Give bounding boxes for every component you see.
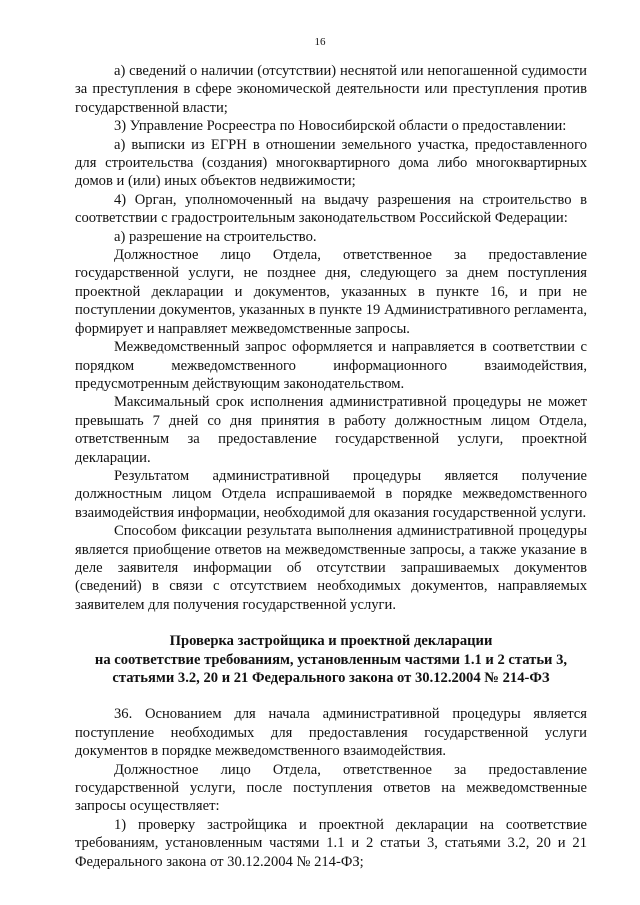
paragraph-permit-authority: 4) Орган, уполномоченный на выдачу разрешения на строительство в соответствии с градостроительным законодательством Российской Федерации:	[75, 191, 587, 227]
paragraph-fixation: Способом фиксации результата выполнения административной процедуры является приобщение ответов на межведомственные запросы, а также указание в деле заявителя информации об отсутствии запрашиваемых документов (сведений) в связи с отсутствием необходимых документов, направляемых заявителем для получения государственной услуги.	[75, 523, 587, 613]
section-heading-line: на соответствие требованиям, установленным частями 1.1 и 2 статьи 3,	[94, 651, 568, 668]
paragraph-conviction-info: а) сведений о наличии (отсутствии) неснятой или непогашенной судимости за преступления в сфере экономической деятельности или преступления против государственной власти;	[75, 63, 587, 116]
paragraph-official-requests: Должностное лицо Отдела, ответственное за предоставление государственной услуги, не позднее дня, следующего за днем поступления проектной декларации и документов, указанных в пункте 16, и при не поступлении документов, указанных в пункте 19 Административного регламента, формирует и направляет межведомственные запросы.	[75, 247, 587, 337]
paragraph-developer-check: 1) проверку застройщика и проектной декларации на соответствие требованиям, установленным частями 1.1 и 2 статьи 3, статьями 3.2, 20 и 21 Федерального закона от 30.12.2004 № 214-ФЗ;	[75, 816, 587, 870]
paragraph-result: Результатом административной процедуры является получение должностным лицом Отдела испрашиваемой в порядке межведомственного взаимодействия информации, необходимой для оказания государственной услуги.	[75, 467, 587, 521]
document-body	[75, 62, 587, 871]
paragraph-official-actions: Должностное лицо Отдела, ответственное за предоставление государственной услуги, после поступления ответов на межведомственные запросы осуществляет:	[75, 761, 587, 815]
section-heading-line: Проверка застройщика и проектной декларации	[169, 633, 493, 650]
paragraph-egrn-extract: а) выписки из ЕГРН в отношении земельного участка, предоставленного для строительства (создания) многоквартирного дома либо многоквартирных домов и (или) иных объектов недвижимости;	[75, 136, 587, 190]
paragraph-rosreestr: 3) Управление Росреестра по Новосибирской области о предоставлении:	[114, 118, 567, 135]
page-number: 16	[314, 36, 326, 48]
paragraph-building-permit: а) разрешение на строительство.	[114, 228, 317, 245]
section-heading	[75, 632, 587, 687]
paragraph-item-36: 36. Основанием для начала административной процедуры является поступление необходимых для предоставления государственной услуги документов в порядке межведомственного взаимодействия.	[75, 706, 587, 760]
paragraph-request-procedure: Межведомственный запрос оформляется и направляется в соответствии с порядком межведомственного информационного взаимодействия, предусмотренным действующим законодательством.	[75, 339, 587, 392]
section-heading-line: статьями 3.2, 20 и 21 Федерального закона от 30.12.2004 № 214-ФЗ	[112, 670, 550, 686]
paragraph-max-term: Максимальный срок исполнения административной процедуры не может превышать 7 дней со дня принятия в работу должностным лицом Отдела, ответственным за предоставление государственной услуги, проектной декларации.	[75, 394, 587, 466]
